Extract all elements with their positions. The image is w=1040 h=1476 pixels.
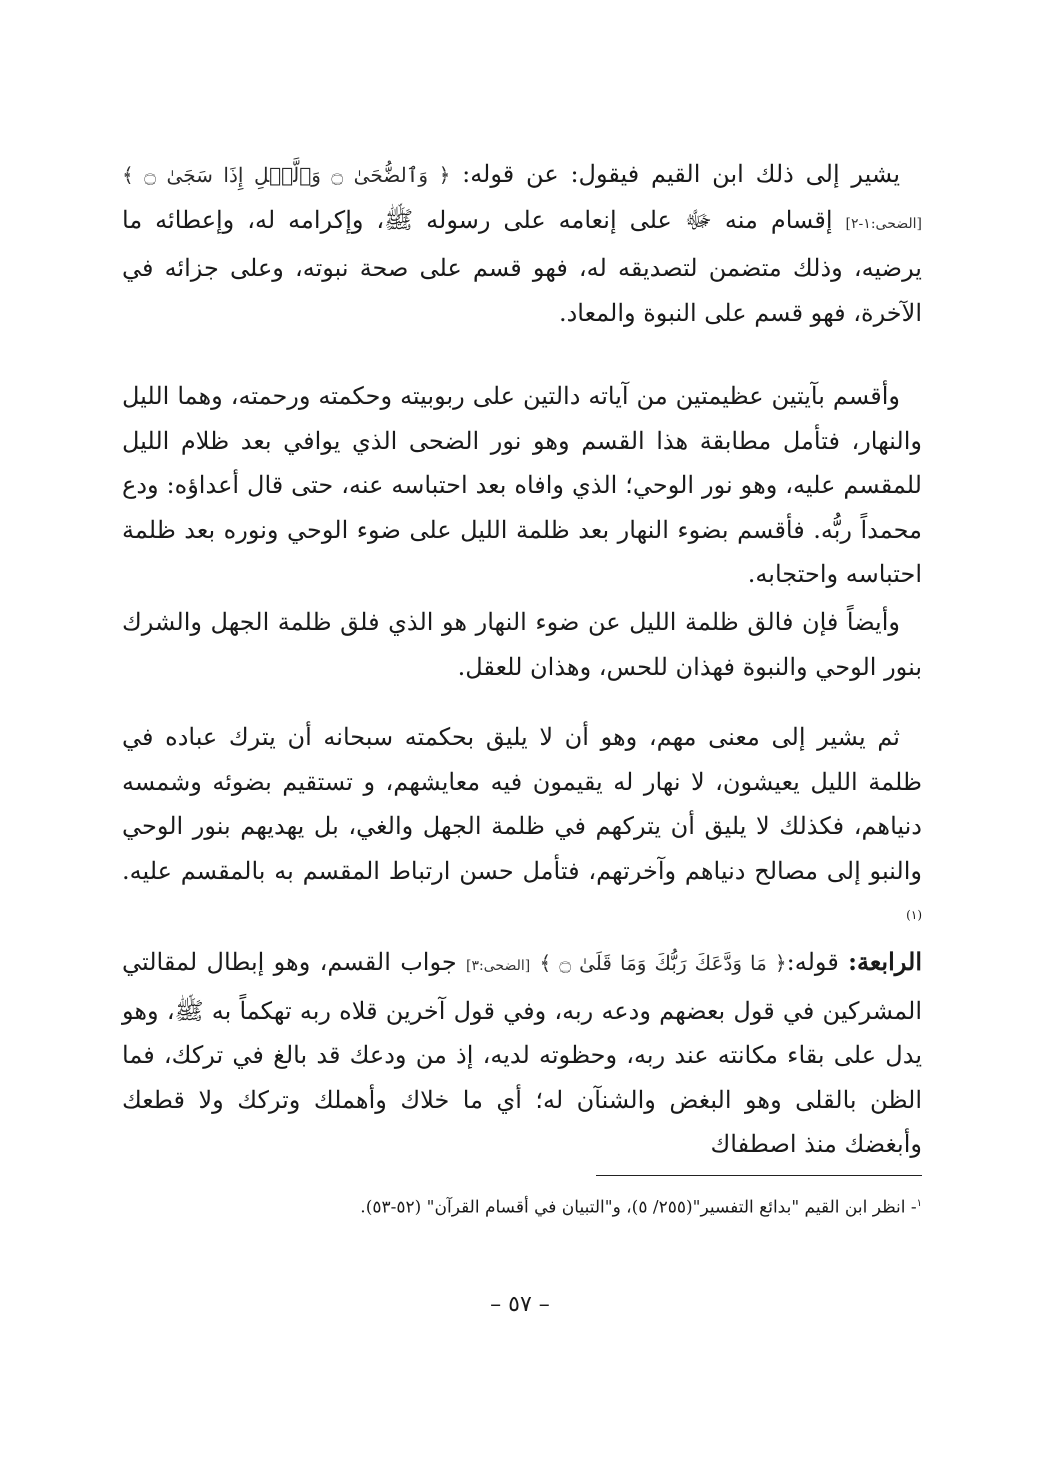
footnote <box>122 1190 922 1222</box>
paragraph-1 <box>122 152 922 335</box>
paragraph-4 <box>122 715 922 943</box>
paragraph-4-text <box>122 715 922 943</box>
paragraph-1-intro: يشير إلى ذلك ابن القيم فيقول: عن قوله: <box>450 160 900 188</box>
paragraph-5 <box>122 940 922 1167</box>
section-label: الرابعة: <box>848 947 922 976</box>
paragraph-5-intro: قوله: <box>786 948 849 976</box>
page-number: – ٥٧ – <box>490 1292 550 1317</box>
quran-verse-1: ﴿ وَٱلضُّحَىٰ ۝ وَٱلَّيۡلِ إِذَا سَجَىٰ ۝ ﴾ <box>122 163 451 187</box>
quran-verse-2: ﴿ مَا وَدَّعَكَ رَبُّكَ وَمَا قَلَىٰ ۝ ﴾ <box>539 951 787 975</box>
footnote-marker[interactable]: (١) <box>906 908 922 922</box>
paragraph-1-body: إقسام منه ﷻ على إنعامه على رسوله ﷺ، وإكرامه له، وإعطائه ما يرضيه، وذلك متضمن لتصديقه له، فهو قسم على صحة نبوته، وعلى جزائه في الآخرة، فهو قسم على النبوة والمعاد. <box>122 205 922 327</box>
footnote-number: ١ <box>916 1198 922 1209</box>
footnote-divider <box>596 1175 922 1176</box>
paragraph-5-body: جواب القسم، وهو إبطال لمقالتي المشركين في قول بعضهم ودعه ربه، وفي قول آخرين قلاه ربه تهكماً به ﷺ، وهو يدل على بقاء مكانته عند ربه، وحظوته لديه، إذ من ودعك قد بالغ في تركك، فما الظن بالقلى وهو البغض والشنآن له؛ أي ما خلاك وأهملك وتركك ولا قطعك وأبغضك منذ اصطفاك <box>122 948 922 1158</box>
paragraph-3 <box>122 600 922 689</box>
paragraph-4-body: ثم يشير إلى معنى مهم، وهو أن لا يليق بحكمته سبحانه أن يترك عباده في ظلمة الليل يعيشون، لا نهار له يقيمون فيه معايشهم، و تستقيم بضوئه وشمسه دنياهم، فكذلك لا يليق أن يتركهم في ظلمة الجهل والغي، بل يهديهم بنور الوحي والنبو إلى مصالح دنياهم وآخرتهم، فتأمل حسن ارتباط المقسم به بالمقسم عليه. <box>122 723 922 885</box>
quran-reference-2: [الضحى:٣] <box>466 958 531 974</box>
paragraph-3-text: وأيضاً فإن فالق ظلمة الليل عن ضوء النهار هو الذي فلق ظلمة الجهل والشرك بنور الوحي والنبوة فهذان للحس، وهذان للعقل. <box>122 608 922 681</box>
paragraph-2-text: وأقسم بآيتين عظيمتين من آياته دالتين على ربوبيته وحكمته ورحمته، وهما الليل والنهار، فتأمل مطابقة هذا القسم وهو نور الضحى الذي يوافي بعد ظلام الليل للمقسم عليه، وهو نور الوحي؛ الذي وافاه بعد احتباسه عنه، حتى قال أعداؤه: ودع محمداً ربُّه. فأقسم بضوء النهار بعد ظلمة الليل على ضوء الوحي ونوره بعد ظلمة احتباسه واحتجابه. <box>122 382 922 588</box>
paragraph-1-text <box>122 152 922 335</box>
quran-reference-1: [الضحى:١-٢] <box>845 215 922 232</box>
footnote-text: - انظر ابن القيم "بدائع التفسير"(٢٥٥/ ٥)، و"التبيان في أقسام القرآن" (٥٢-٥٣). <box>360 1197 917 1218</box>
paragraph-5-text <box>122 940 922 1167</box>
paragraph-2 <box>122 374 922 597</box>
